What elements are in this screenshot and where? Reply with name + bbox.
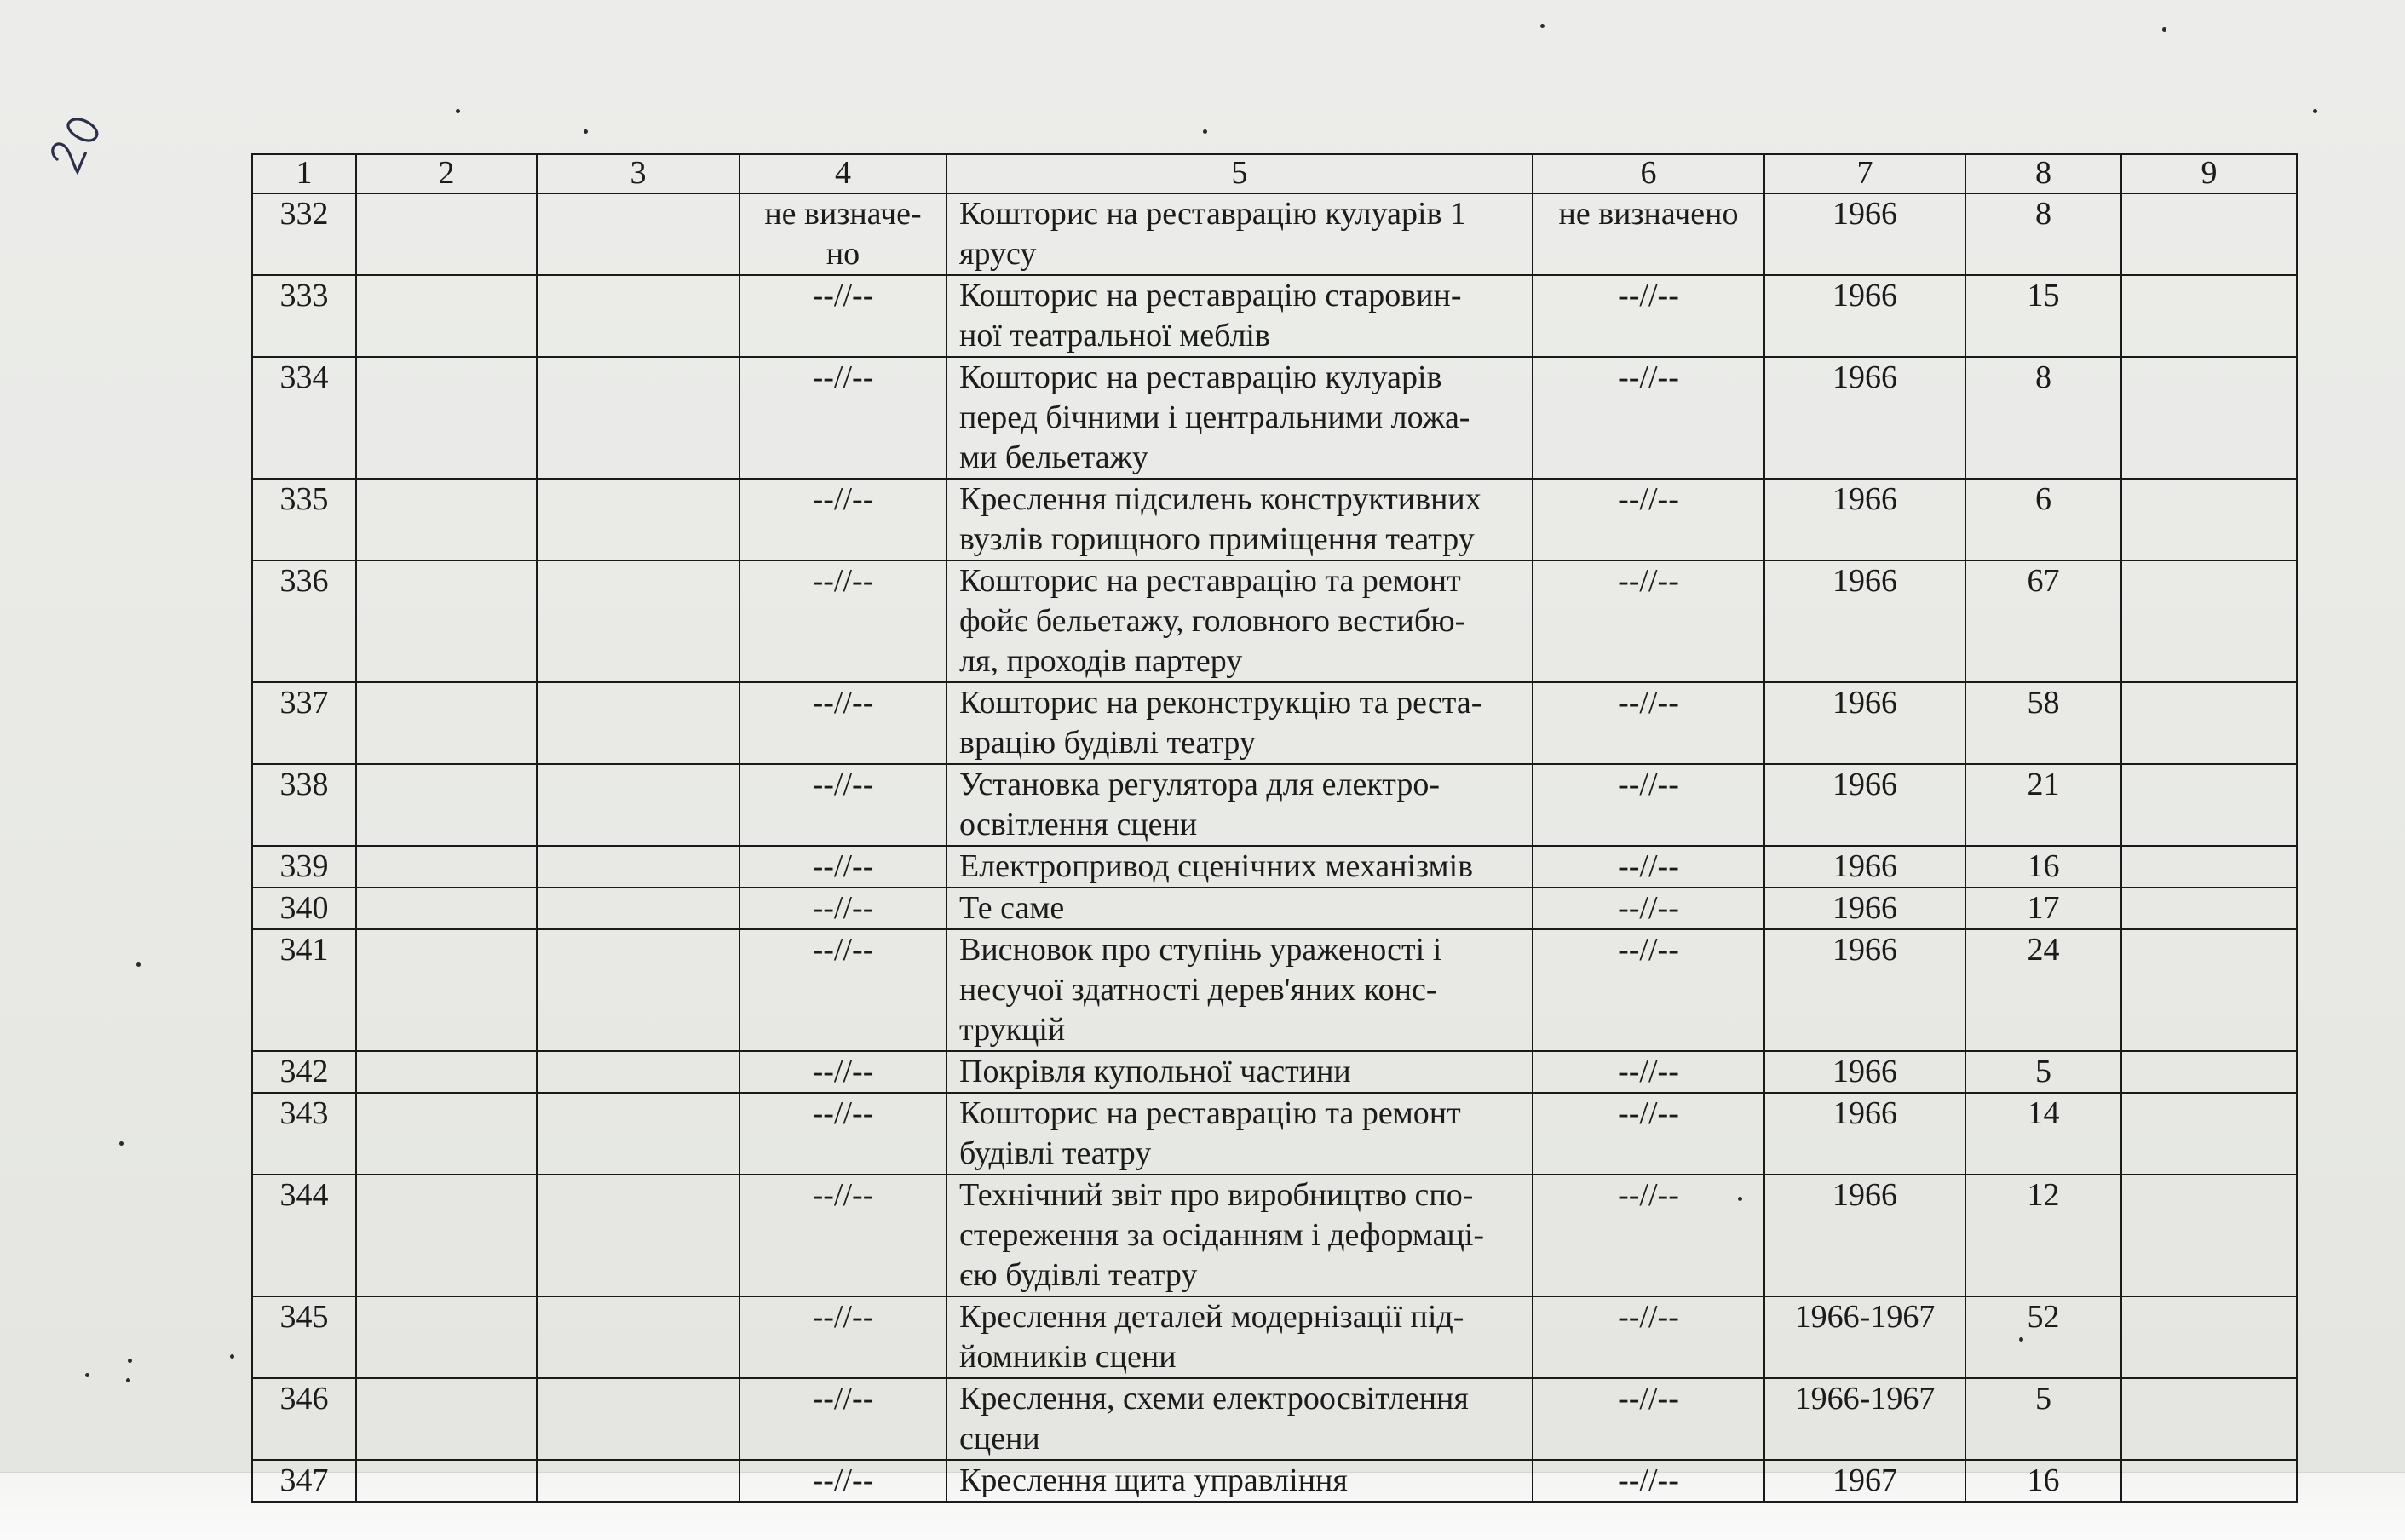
date-cell: --//-- bbox=[739, 275, 946, 357]
record-number: 333 bbox=[252, 275, 356, 357]
table-row bbox=[252, 682, 2297, 764]
year-cell: 1966-1967 bbox=[1764, 1378, 1965, 1460]
notes-cell bbox=[2121, 888, 2297, 929]
dates-cell: --//-- bbox=[1533, 1296, 1764, 1378]
record-number: 335 bbox=[252, 479, 356, 560]
record-number: 334 bbox=[252, 357, 356, 479]
record-number: 336 bbox=[252, 560, 356, 682]
dates-cell: --//-- bbox=[1533, 1378, 1764, 1460]
column-header: 2 bbox=[356, 154, 537, 193]
empty-cell bbox=[537, 846, 739, 888]
sheet-count: 12 bbox=[1965, 1175, 2121, 1296]
dates-cell: --//-- bbox=[1533, 1175, 1764, 1296]
empty-cell bbox=[356, 1296, 537, 1378]
notes-cell bbox=[2121, 357, 2297, 479]
column-header: 4 bbox=[739, 154, 946, 193]
date-cell: --//-- bbox=[739, 682, 946, 764]
sheet-count: 17 bbox=[1965, 888, 2121, 929]
record-title: Висновок про ступінь ураженості і несучої здатності дерев'яних конс- трукцій bbox=[946, 929, 1533, 1051]
year-cell: 1966 bbox=[1764, 357, 1965, 479]
notes-cell bbox=[2121, 682, 2297, 764]
notes-cell bbox=[2121, 1051, 2297, 1093]
table-row bbox=[252, 846, 2297, 888]
handwritten-folio-number bbox=[34, 85, 128, 187]
year-cell: 1967 bbox=[1764, 1460, 1965, 1502]
date-cell: --//-- bbox=[739, 1093, 946, 1175]
table-row bbox=[252, 1175, 2297, 1296]
notes-cell bbox=[2121, 764, 2297, 846]
empty-cell bbox=[356, 1175, 537, 1296]
record-title: Креслення, схеми електроосвітлення сцени bbox=[946, 1378, 1533, 1460]
record-title: Кошторис на реставрацію кулуарів 1 ярусу bbox=[946, 193, 1533, 275]
empty-cell bbox=[537, 1460, 739, 1502]
column-header: 8 bbox=[1965, 154, 2121, 193]
dates-cell: --//-- bbox=[1533, 888, 1764, 929]
sheet-count: 52 bbox=[1965, 1296, 2121, 1378]
record-title: Креслення щита управління bbox=[946, 1460, 1533, 1502]
year-cell: 1966 bbox=[1764, 682, 1965, 764]
sheet-count: 5 bbox=[1965, 1378, 2121, 1460]
empty-cell bbox=[356, 560, 537, 682]
column-header: 5 bbox=[946, 154, 1533, 193]
empty-cell bbox=[356, 929, 537, 1051]
record-title: Кошторис на реставрацію та ремонт будівлі театру bbox=[946, 1093, 1533, 1175]
record-title: Кошторис на реставрацію старовин- ної театральної меблів bbox=[946, 275, 1533, 357]
sheet-count: 8 bbox=[1965, 193, 2121, 275]
record-title: Те саме bbox=[946, 888, 1533, 929]
dates-cell: --//-- bbox=[1533, 357, 1764, 479]
table-row bbox=[252, 764, 2297, 846]
record-number: 347 bbox=[252, 1460, 356, 1502]
table-row bbox=[252, 1093, 2297, 1175]
empty-cell bbox=[356, 764, 537, 846]
empty-cell bbox=[537, 193, 739, 275]
table-row bbox=[252, 479, 2297, 560]
empty-cell bbox=[356, 1051, 537, 1093]
dates-cell: --//-- bbox=[1533, 275, 1764, 357]
empty-cell bbox=[537, 1296, 739, 1378]
record-title: Кошторис на реконструкцію та реста- врацію будівлі театру bbox=[946, 682, 1533, 764]
notes-cell bbox=[2121, 1378, 2297, 1460]
table-row bbox=[252, 929, 2297, 1051]
record-title: Кошторис на реставрацію кулуарів перед бічними і центральними ложа- ми бельетажу bbox=[946, 357, 1533, 479]
notes-cell bbox=[2121, 1296, 2297, 1378]
date-cell: --//-- bbox=[739, 1051, 946, 1093]
sheet-count: 16 bbox=[1965, 846, 2121, 888]
year-cell: 1966 bbox=[1764, 479, 1965, 560]
table-row bbox=[252, 888, 2297, 929]
dates-cell: --//-- bbox=[1533, 1051, 1764, 1093]
notes-cell bbox=[2121, 193, 2297, 275]
date-cell: --//-- bbox=[739, 764, 946, 846]
table-row bbox=[252, 1378, 2297, 1460]
sheet-count: 8 bbox=[1965, 357, 2121, 479]
empty-cell bbox=[537, 1051, 739, 1093]
year-cell: 1966 bbox=[1764, 1093, 1965, 1175]
dates-cell: --//-- bbox=[1533, 682, 1764, 764]
sheet-count: 67 bbox=[1965, 560, 2121, 682]
notes-cell bbox=[2121, 1460, 2297, 1502]
empty-cell bbox=[537, 560, 739, 682]
date-cell: --//-- bbox=[739, 1460, 946, 1502]
record-number: 338 bbox=[252, 764, 356, 846]
record-number: 346 bbox=[252, 1378, 356, 1460]
empty-cell bbox=[537, 888, 739, 929]
column-number-row bbox=[252, 154, 2297, 193]
empty-cell bbox=[356, 479, 537, 560]
empty-cell bbox=[356, 275, 537, 357]
date-cell: --//-- bbox=[739, 1296, 946, 1378]
empty-cell bbox=[356, 846, 537, 888]
year-cell: 1966 bbox=[1764, 275, 1965, 357]
record-title: Креслення підсилень конструктивних вузлів горищного приміщення театру bbox=[946, 479, 1533, 560]
record-number: 342 bbox=[252, 1051, 356, 1093]
record-number: 341 bbox=[252, 929, 356, 1051]
year-cell: 1966 bbox=[1764, 560, 1965, 682]
sheet-count: 14 bbox=[1965, 1093, 2121, 1175]
notes-cell bbox=[2121, 929, 2297, 1051]
empty-cell bbox=[537, 1093, 739, 1175]
table-row bbox=[252, 275, 2297, 357]
table-row bbox=[252, 193, 2297, 275]
empty-cell bbox=[537, 275, 739, 357]
empty-cell bbox=[356, 1378, 537, 1460]
sheet-count: 5 bbox=[1965, 1051, 2121, 1093]
date-cell: --//-- bbox=[739, 929, 946, 1051]
date-cell: --//-- bbox=[739, 888, 946, 929]
record-title: Електропривод сценічних механізмів bbox=[946, 846, 1533, 888]
record-title: Кошторис на реставрацію та ремонт фойє бельетажу, головного вестибю- ля, проходів партеру bbox=[946, 560, 1533, 682]
dates-cell: --//-- bbox=[1533, 1093, 1764, 1175]
year-cell: 1966 bbox=[1764, 193, 1965, 275]
date-cell: --//-- bbox=[739, 560, 946, 682]
record-number: 340 bbox=[252, 888, 356, 929]
dates-cell: --//-- bbox=[1533, 929, 1764, 1051]
record-number: 344 bbox=[252, 1175, 356, 1296]
notes-cell bbox=[2121, 275, 2297, 357]
register-rows bbox=[252, 193, 2297, 1502]
notes-cell bbox=[2121, 846, 2297, 888]
record-title: Покрівля купольної частини bbox=[946, 1051, 1533, 1093]
notes-cell bbox=[2121, 1175, 2297, 1296]
empty-cell bbox=[356, 193, 537, 275]
empty-cell bbox=[537, 929, 739, 1051]
folio-number bbox=[63, 124, 95, 154]
table-row bbox=[252, 357, 2297, 479]
column-header: 3 bbox=[537, 154, 739, 193]
record-number: 343 bbox=[252, 1093, 356, 1175]
table-row bbox=[252, 1296, 2297, 1378]
date-cell: --//-- bbox=[739, 357, 946, 479]
record-number: 337 bbox=[252, 682, 356, 764]
year-cell: 1966 bbox=[1764, 888, 1965, 929]
column-header: 6 bbox=[1533, 154, 1764, 193]
date-cell: --//-- bbox=[739, 1175, 946, 1296]
notes-cell bbox=[2121, 1093, 2297, 1175]
sheet-count: 24 bbox=[1965, 929, 2121, 1051]
date-cell: --//-- bbox=[739, 1378, 946, 1460]
year-cell: 1966 bbox=[1764, 929, 1965, 1051]
dates-cell: --//-- bbox=[1533, 560, 1764, 682]
archive-register-table bbox=[251, 153, 2298, 1503]
date-cell: не визначе- но bbox=[739, 193, 946, 275]
empty-cell bbox=[537, 1175, 739, 1296]
year-cell: 1966 bbox=[1764, 846, 1965, 888]
column-header: 7 bbox=[1764, 154, 1965, 193]
table-row bbox=[252, 1460, 2297, 1502]
notes-cell bbox=[2121, 479, 2297, 560]
sheet-count: 6 bbox=[1965, 479, 2121, 560]
table-row bbox=[252, 1051, 2297, 1093]
sheet-count: 21 bbox=[1965, 764, 2121, 846]
empty-cell bbox=[537, 357, 739, 479]
empty-cell bbox=[356, 682, 537, 764]
dates-cell: --//-- bbox=[1533, 479, 1764, 560]
sheet-count: 15 bbox=[1965, 275, 2121, 357]
dates-cell: не визначено bbox=[1533, 193, 1764, 275]
notes-cell bbox=[2121, 560, 2297, 682]
record-title: Технічний звіт про виробництво спо- стереження за осіданням і деформаці- єю будівлі театру bbox=[946, 1175, 1533, 1296]
record-number: 345 bbox=[252, 1296, 356, 1378]
dates-cell: --//-- bbox=[1533, 846, 1764, 888]
empty-cell bbox=[537, 479, 739, 560]
empty-cell bbox=[356, 1460, 537, 1502]
empty-cell bbox=[537, 682, 739, 764]
year-cell: 1966 bbox=[1764, 1175, 1965, 1296]
empty-cell bbox=[537, 1378, 739, 1460]
record-number: 332 bbox=[252, 193, 356, 275]
date-cell: --//-- bbox=[739, 479, 946, 560]
dates-cell: --//-- bbox=[1533, 1460, 1764, 1502]
empty-cell bbox=[356, 357, 537, 479]
table-row bbox=[252, 560, 2297, 682]
year-cell: 1966 bbox=[1764, 1051, 1965, 1093]
year-cell: 1966 bbox=[1764, 764, 1965, 846]
sheet-count: 58 bbox=[1965, 682, 2121, 764]
sheet-count: 16 bbox=[1965, 1460, 2121, 1502]
record-number: 339 bbox=[252, 846, 356, 888]
record-title: Креслення деталей модернізації під- йомників сцени bbox=[946, 1296, 1533, 1378]
column-header: 1 bbox=[252, 154, 356, 193]
empty-cell bbox=[356, 888, 537, 929]
year-cell: 1966-1967 bbox=[1764, 1296, 1965, 1378]
column-header: 9 bbox=[2121, 154, 2297, 193]
empty-cell bbox=[356, 1093, 537, 1175]
date-cell: --//-- bbox=[739, 846, 946, 888]
dates-cell: --//-- bbox=[1533, 764, 1764, 846]
empty-cell bbox=[537, 764, 739, 846]
record-title: Установка регулятора для електро- освітлення сцени bbox=[946, 764, 1533, 846]
